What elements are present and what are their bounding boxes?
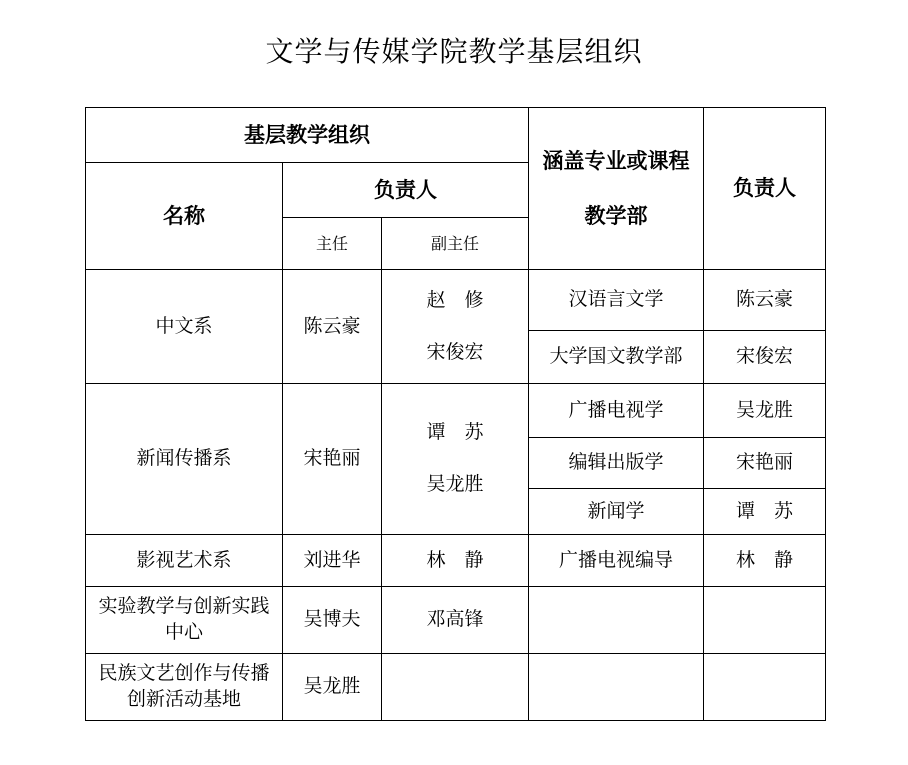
row-vice: 林 静 bbox=[382, 535, 529, 587]
program-name: 编辑出版学 bbox=[529, 438, 704, 489]
row-name: 中文系 bbox=[86, 270, 283, 384]
vice-name: 吴龙胜 bbox=[426, 473, 484, 495]
header-director: 主任 bbox=[283, 218, 382, 270]
program-leader: 林 静 bbox=[704, 535, 826, 587]
program-name-empty bbox=[529, 654, 704, 721]
row-vice bbox=[382, 384, 529, 535]
row-director: 吴龙胜 bbox=[283, 654, 382, 721]
vice-name: 宋俊宏 bbox=[426, 340, 484, 363]
header-group: 基层教学组织 bbox=[86, 108, 529, 163]
header-coverage: 涵盖专业或课程教学部 bbox=[529, 108, 704, 270]
row-name: 民族文艺创作与传播创新活动基地 bbox=[86, 654, 283, 721]
row-vice-empty bbox=[382, 654, 529, 721]
header-vice-director: 副主任 bbox=[382, 218, 529, 270]
program-name: 新闻学 bbox=[529, 489, 704, 535]
page-title: 文学与传媒学院教学基层组织 bbox=[265, 35, 643, 68]
vice-name: 赵 修 bbox=[426, 288, 484, 311]
program-leader: 吴龙胜 bbox=[704, 384, 826, 438]
row-director: 陈云豪 bbox=[283, 270, 382, 384]
program-name: 广播电视学 bbox=[529, 384, 704, 438]
organization-table bbox=[85, 107, 826, 721]
row-director: 刘进华 bbox=[283, 535, 382, 587]
program-leader-empty bbox=[704, 654, 826, 721]
header-name: 名称 bbox=[86, 163, 283, 270]
program-name: 汉语言文学 bbox=[529, 270, 704, 331]
program-leader: 宋艳丽 bbox=[704, 438, 826, 489]
row-name: 实验教学与创新实践中心 bbox=[86, 587, 283, 654]
program-name-empty bbox=[529, 587, 704, 654]
program-name: 大学国文教学部 bbox=[529, 331, 704, 384]
row-name: 影视艺术系 bbox=[86, 535, 283, 587]
row-director: 宋艳丽 bbox=[283, 384, 382, 535]
header-coverage-leader: 负责人 bbox=[704, 108, 826, 270]
program-leader: 陈云豪 bbox=[704, 270, 826, 331]
header-leader: 负责人 bbox=[283, 163, 529, 218]
program-name: 广播电视编导 bbox=[529, 535, 704, 587]
program-leader: 谭 苏 bbox=[704, 489, 826, 535]
row-vice bbox=[382, 270, 529, 384]
program-leader: 宋俊宏 bbox=[704, 331, 826, 384]
row-vice: 邓高锋 bbox=[382, 587, 529, 654]
row-director: 吴博夫 bbox=[283, 587, 382, 654]
program-leader-empty bbox=[704, 587, 826, 654]
row-name: 新闻传播系 bbox=[86, 384, 283, 535]
vice-name: 谭 苏 bbox=[426, 421, 484, 444]
